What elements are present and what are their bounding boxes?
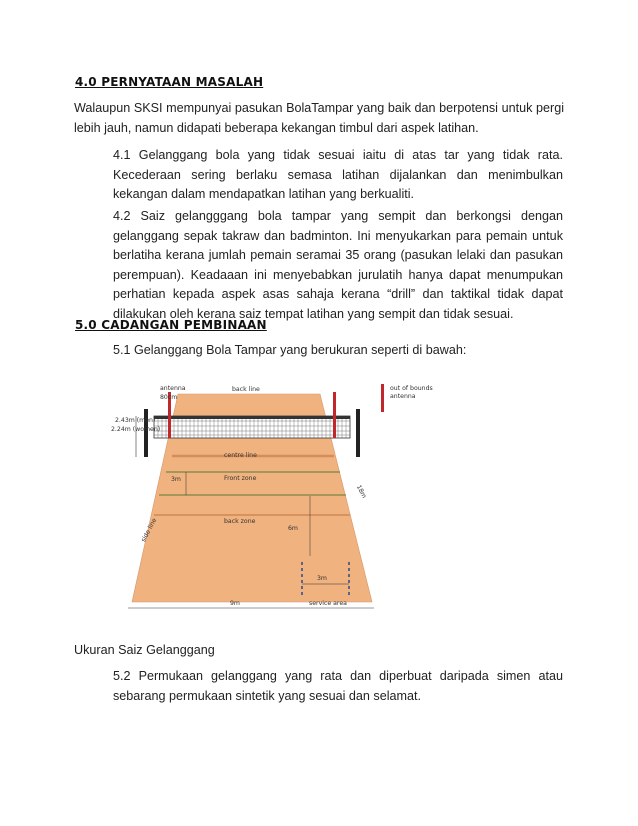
side-line-label: side line [140, 517, 159, 544]
eighteen-m-label: 18m [354, 484, 368, 500]
height-men-label: 2.43m (men) [115, 417, 156, 424]
front-zone-label: Front zone [224, 475, 257, 482]
nine-m-label: 9m [230, 600, 240, 607]
antenna-length-label: 80cm [160, 394, 178, 401]
back-line-label: back line [232, 386, 260, 393]
height-women-label: 2.24m (women) [111, 426, 161, 433]
volleyball-court-diagram [110, 376, 490, 611]
centre-line-label: centre line [224, 452, 257, 459]
paragraph-4-2: 4.2 Saiz gelangggang bola tampar yang sempit dan berkongsi dengan gelanggang sepak takraw dan badminton. Ini menyukarkan para pemain untuk berlatiha kerana jumlah pemain seramai 35 orang (pasukan lelaki dan pasukan perempuan). Keadaaan ini menyebabkan jurulatih hanya dapat menumpukan perhatian kepada aspek asas sahaja kerana “drill” dan taktikal tidak dapat dilakukan oleh kerana saiz tempat latihan yang sempit dan tidak sesuai. [113, 209, 563, 321]
section-5-heading: 5.0 CADANGAN PEMBINAAN [75, 318, 267, 332]
service-area-label: service area [309, 600, 347, 607]
out-of-bounds-antenna [381, 384, 384, 412]
net [154, 416, 350, 438]
figure-caption: Ukuran Saiz Gelanggang [74, 643, 215, 657]
out-of-bounds-label: out of bounds antenna [390, 385, 433, 400]
right-post [356, 409, 360, 457]
antenna-label: antenna [160, 385, 186, 392]
right-antenna [333, 392, 336, 438]
section-4-intro: Walaupun SKSI mempunyai pasukan BolaTampar yang baik dan berpotensi untuk pergi lebih jauh, namun didapati beberapa kekangan timbul dari aspek latihan. [74, 101, 564, 135]
service-3m-label: 3m [317, 575, 327, 582]
paragraph-5-2: 5.2 Permukaan gelanggang yang rata dan diperbuat daripada simen atau sebarang permukaan sintetik yang sesuai dan selamat. [113, 669, 563, 703]
back-zone-label: back zone [224, 518, 256, 525]
section-4-heading: 4.0 PERNYATAAN MASALAH [75, 75, 264, 89]
paragraph-4-1: 4.1 Gelanggang bola yang tidak sesuai iaitu di atas tar yang tidak rata. Kecederaan sering berlaku semasa latihan dijalankan dan menimbulkan kekangan dalam mendapatkan latihan yang berkualiti. [113, 148, 563, 202]
three-m-label: 3m [171, 476, 181, 483]
six-m-label: 6m [288, 525, 298, 532]
paragraph-5-1: 5.1 Gelanggang Bola Tampar yang berukuran seperti di bawah: [113, 343, 467, 357]
net-top-band [154, 416, 350, 419]
